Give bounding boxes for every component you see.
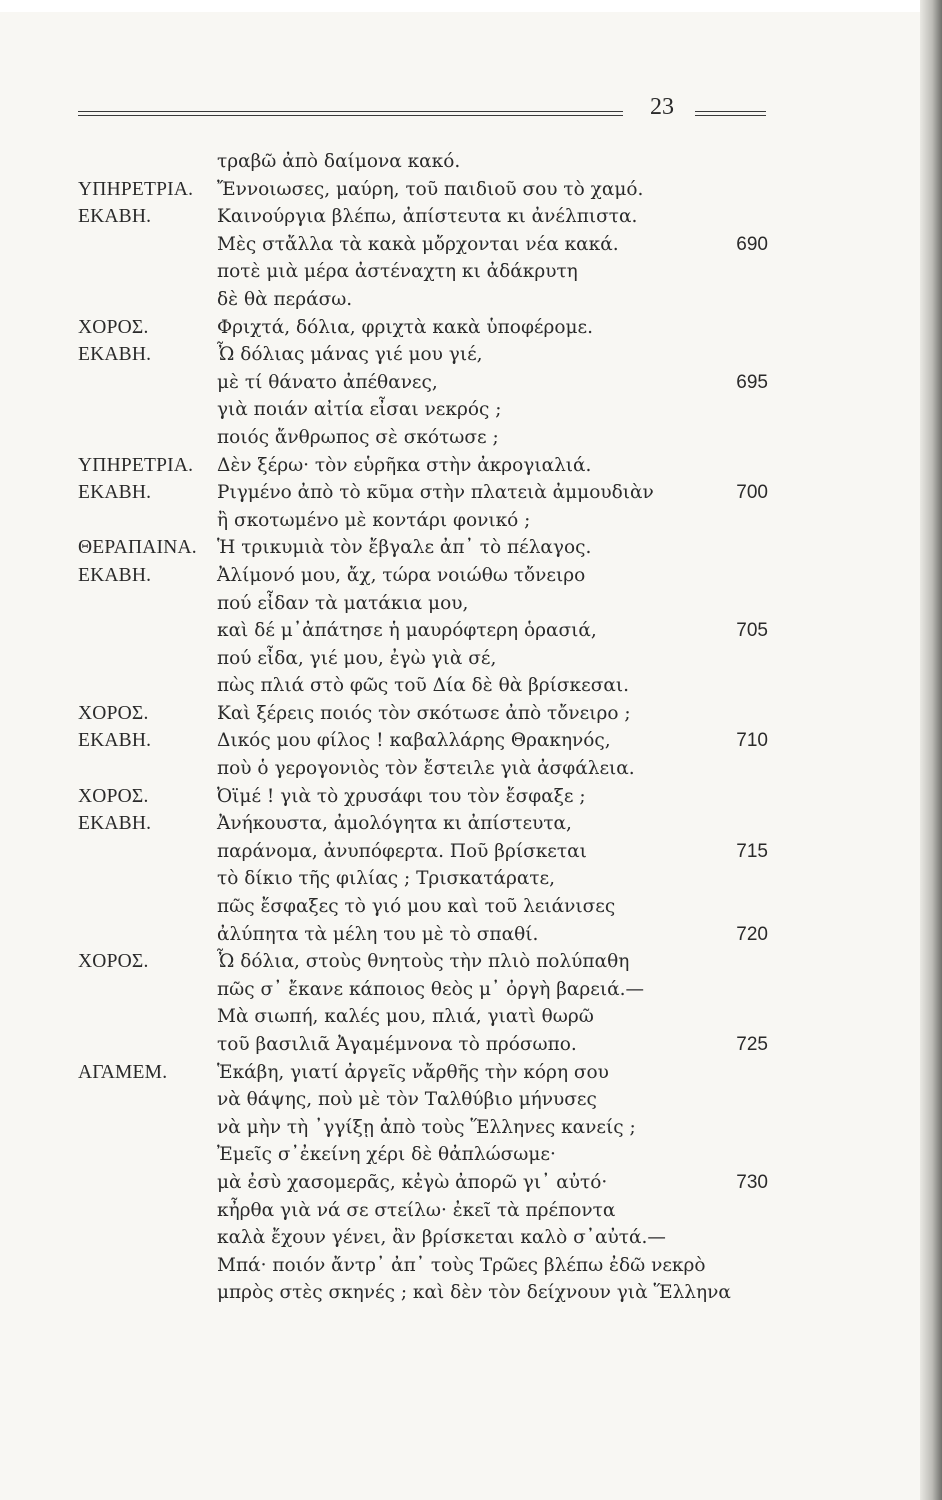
verse-line [0,534,942,562]
verse-line [0,562,942,590]
speaker-name: ΥΠΗΡΕΤΡΙΑ. [78,454,194,476]
verse-line [0,590,942,618]
verse-text: ποτὲ μιὰ μέρα ἀστέναχτη κι ἀδάκρυτη [217,261,578,283]
verse-text: πῶς ἔσφαξες τὸ γιό μου καὶ τοῦ λειάνισες [217,896,616,918]
verse-line [0,341,942,369]
verse-line [0,258,942,286]
verse-text: καλὰ ἔχουν γένει, ἂν βρίσκεται καλὸ σ᾽αὐτά.— [217,1227,666,1249]
speaker-name: ΧΟΡΟΣ. [78,785,149,807]
verse-line [0,783,942,811]
verse-text: πού εἶδαν τὰ ματάκια μου, [217,592,469,614]
verse-lines [0,148,942,1307]
verse-line [0,314,942,342]
speaker-name: ΧΟΡΟΣ. [78,316,149,338]
speaker-name: ΕΚΑΒΗ. [78,206,152,228]
verse-text: Ὀϊμέ ! γιὰ τὸ χρυσάφι του τὸν ἔσφαξε ; [217,785,586,807]
line-number: 690 [736,233,768,255]
verse-line [0,1003,942,1031]
verse-line [0,645,942,673]
verse-line [0,1252,942,1280]
speaker-name: ΕΚΑΒΗ. [78,564,152,586]
verse-text: νὰ θάψης, ποὺ μὲ τὸν Ταλθύβιο μήνυσες [217,1089,597,1111]
verse-line [0,617,942,645]
verse-line [0,1114,942,1142]
speaker-name: ΧΟΡΟΣ. [78,702,149,724]
verse-text: Ριγμένο ἀπὸ τὸ κῦμα στὴν πλατειὰ ἀμμουδιὰν [217,482,654,504]
verse-text: Ἀλίμονό μου, ἄχ, τώρα νοιώθω τὄνειρο [217,564,586,586]
verse-text: καὶ δέ μ᾽ἀπάτησε ἡ μαυρόφτερη ὁρασιά, [217,620,597,642]
verse-text: Ἀνήκουστα, ἀμολόγητα κι ἀπίστευτα, [217,813,572,835]
verse-text: ποὺ ὁ γερογονιὸς τὸν ἔστειλε γιὰ ἀσφάλεια. [217,758,635,780]
verse-text: Καὶ ξέρεις ποιός τὸν σκότωσε ἀπὸ τὄνειρο ; [217,702,631,724]
verse-line [0,1169,942,1197]
verse-line [0,921,942,949]
verse-line [0,727,942,755]
verse-text: Καινούργια βλέπω, ἀπίστευτα κι ἀνέλπιστα. [217,206,638,228]
speaker-name: ΥΠΗΡΕΤΡΙΑ. [78,178,194,200]
verse-line [0,1224,942,1252]
verse-line [0,672,942,700]
verse-text: Φριχτά, δόλια, φριχτὰ κακὰ ὑποφέρομε. [217,316,593,338]
verse-line [0,479,942,507]
page-header [78,92,768,126]
line-number: 710 [736,730,768,752]
verse-line [0,369,942,397]
verse-line [0,507,942,535]
verse-text: μὰ ἐσὺ χασομερᾶς, κἐγὼ ἀπορῶ γι᾽ αὐτό· [217,1171,608,1193]
verse-text: Μπά· ποιόν ἄντρ᾽ ἀπ᾽ τοὺς Τρῶες βλέπω ἐδῶ νεκρὸ [217,1254,706,1276]
verse-text: μπρὸς στὲς σκηνές ; καὶ δὲν τὸν δείχνουν γιὰ Ἕλληνα [217,1282,731,1304]
verse-text: Ἡ τρικυμιὰ τὸν ἔβγαλε ἀπ᾽ τὸ πέλαγος. [217,537,592,559]
verse-text: Μὰ σιωπή, καλές μου, πλιά, γιατὶ θωρῶ [217,1006,594,1028]
verse-text: Δὲν ξέρω· τὸν εὑρῆκα στὴν ἀκρογιαλιά. [217,454,592,476]
verse-text: τὸ δίκιο τῆς φιλίας ; Τρισκατάρατε, [217,868,556,890]
verse-line [0,176,942,204]
verse-text: μὲ τί θάνατο ἀπέθανες, [217,371,438,393]
speaker-name: ΕΚΑΒΗ. [78,482,152,504]
verse-text: πῶς σ᾽ ἔκανε κάποιος θεὸς μ᾽ ὀργὴ βαρειά.— [217,978,644,1000]
verse-line [0,1059,942,1087]
verse-text: ἢ σκοτωμένο μὲ κοντάρι φονικό ; [217,509,531,531]
verse-line [0,1279,942,1307]
verse-line [0,755,942,783]
verse-text: ποιός ἄνθρωπος σὲ σκότωσε ; [217,426,499,448]
line-number: 730 [736,1171,768,1193]
verse-text: γιὰ ποιάν αἰτία εἶσαι νεκρός ; [217,399,502,421]
line-number: 705 [736,620,768,642]
line-number: 715 [736,840,768,862]
verse-line [0,203,942,231]
verse-text: τοῦ βασιλιᾶ Ἀγαμέμνονα τὸ πρόσωπο. [217,1034,577,1055]
verse-line [0,1197,942,1225]
line-number: 725 [736,1034,768,1055]
verse-text: Ἐμεῖς σ᾽ἐκείνη χέρι δὲ θἀπλώσωμε· [217,1144,556,1166]
speaker-name: ΕΚΑΒΗ. [78,813,152,835]
verse-text: δὲ θὰ περάσω. [217,288,353,310]
line-number: 720 [736,923,768,945]
verse-text: πὼς πλιά στὸ φῶς τοῦ Δία δὲ θὰ βρίσκεσαι. [217,675,629,697]
verse-line [0,1141,942,1169]
speaker-name: ΕΚΑΒΗ. [78,344,152,366]
scan-top-margin [0,0,942,12]
verse-text: ἀλύπητα τὰ μέλη του μὲ τὸ σπαθί. [217,923,539,945]
speaker-name: ΑΓΑΜΕΜ. [78,1061,168,1083]
verse-line [0,948,942,976]
verse-line [0,893,942,921]
verse-line [0,976,942,1004]
verse-text: πού εἶδα, γιέ μου, ἐγὼ γιὰ σέ, [217,647,497,669]
verse-text: κἦρθα γιὰ νά σε στείλω· ἐκεῖ τὰ πρέποντα [217,1199,616,1221]
verse-line [0,700,942,728]
page-number: 23 [650,94,674,120]
header-rule-left [78,111,623,116]
line-number: 700 [736,482,768,504]
verse-text: Ὦ δόλιας μάνας γιέ μου γιέ, [217,344,483,366]
verse-text: Ὦ δόλια, στοὺς θνητοὺς τὴν πλιὸ πολύπαθη [217,951,630,973]
verse-line [0,396,942,424]
verse-text: Ἑκάβη, γιατί ἀργεῖς νἄρθῆς τὴν κόρη σου [217,1061,609,1083]
verse-line [0,424,942,452]
verse-line [0,286,942,314]
verse-text: τραβῶ ἀπὸ δαίμονα κακό. [217,151,461,172]
verse-line [0,1031,942,1059]
verse-text: νὰ μὴν τὴ ᾽γγίξῃ ἀπὸ τοὺς Ἕλληνες κανείς ; [217,1116,636,1138]
verse-text: παράνομα, ἀνυπόφερτα. Ποῦ βρίσκεται [217,840,587,862]
speaker-name: ΘΕΡΑΠΑΙΝΑ. [78,537,197,559]
header-rule-right [695,111,766,116]
verse-line [0,148,942,176]
verse-line [0,810,942,838]
speaker-name: ΧΟΡΟΣ. [78,951,149,973]
verse-text: Δικός μου φίλος ! καβαλλάρης Θρακηνός, [217,730,611,752]
verse-line [0,838,942,866]
line-number: 695 [736,371,768,393]
verse-line [0,1086,942,1114]
speaker-name: ΕΚΑΒΗ. [78,730,152,752]
verse-text: Ἔννοιωσες, μαύρη, τοῦ παιδιοῦ σου τὸ χαμό. [217,178,644,200]
verse-line [0,452,942,480]
verse-line [0,231,942,259]
verse-line [0,865,942,893]
verse-text: Μὲς στἄλλα τὰ κακὰ μὄρχονται νέα κακά. [217,233,619,255]
